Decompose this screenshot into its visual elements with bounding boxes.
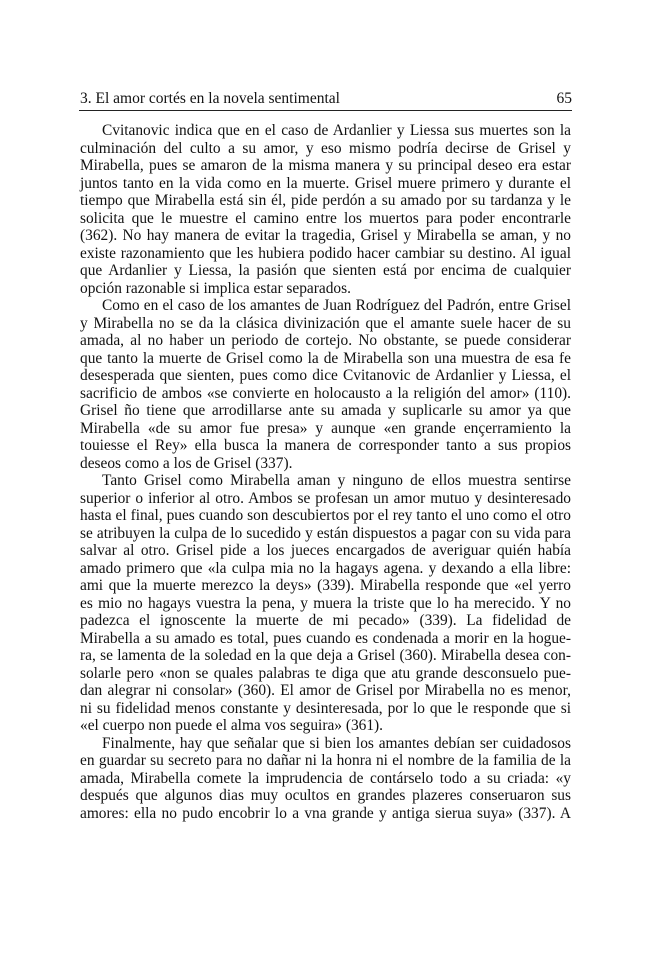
text-line: existe razonamiento que les hubiera podido hacer cambiar su destino. Al igual bbox=[80, 244, 571, 262]
text-line: Mirabella «de su amor fue presa» y aunque «en grande ençerramiento la bbox=[80, 419, 571, 437]
text-line: Grisel ño tiene que arrodillarse ante su amada y suplicarle su amor ya que bbox=[80, 402, 571, 419]
text-line: opción razonable si implica estar separados. bbox=[80, 279, 351, 297]
text-line: solarle pero «non se quales palabras te diga que atu grande desconsuelo pue- bbox=[80, 664, 571, 682]
text-line: (362). No hay manera de evitar la tragedia, Grisel y Mirabella se aman, y no bbox=[80, 227, 571, 244]
text-line: Cvitanovic indica que en el caso de Ardanlier y Liessa sus muertes son la bbox=[102, 122, 571, 139]
header-rule bbox=[79, 110, 572, 111]
text-line: salvar al otro. Grisel pide a los jueces encargados de averiguar quién había bbox=[80, 542, 571, 559]
text-line: después que algunos dias muy ocultos en grandes plazeres conseruaron sus bbox=[80, 787, 571, 804]
text-line: superior o inferior al otro. Ambos se profesan un amor mutuo y desinteresado bbox=[80, 489, 571, 507]
text-line: que tanto la muerte de Grisel como la de Mirabella son una muestra de esa fe bbox=[80, 349, 571, 367]
text-line: padezca el ignoscente la muerte de mi pecado» (339). La fidelidad de bbox=[80, 612, 571, 629]
text-line: en guardar su secreto para no dañar ni la honra ni el nombre de la familia de la bbox=[80, 752, 571, 769]
text-line: ni su fidelidad menos constante y desinteresada, por lo que le responde que si bbox=[80, 699, 571, 717]
text-line: es mio no hagays vuestra la pena, y muera la triste que lo ha merecido. Y no bbox=[80, 594, 571, 612]
text-line: Como en el caso de los amantes de Juan Rodríguez del Padrón, entre Grisel bbox=[102, 297, 571, 314]
text-line: hasta el final, pues cuando son descubiertos por el rey tanto el uno como el otro bbox=[80, 507, 571, 524]
text-line: amores: ella no pudo encobrir lo a vna grande y antiga sierua suya» (337). A bbox=[80, 804, 571, 822]
text-line: «el cuerpo non puede el alma vos seguira» (361). bbox=[80, 717, 384, 734]
text-line: deseos como a los de Grisel (337). bbox=[80, 454, 293, 472]
text-line: ami que la muerte merezco la deys» (339). Mirabella responde que «el yerro bbox=[80, 577, 571, 594]
text-line: Mirabella, pues se amaron de la misma manera y su principal deseo era estar bbox=[80, 157, 571, 174]
text-line: desesperada que sienten, pues como dice Cvitanovic de Ardanlier y Liessa, el bbox=[80, 367, 571, 384]
paragraph bbox=[80, 735, 571, 823]
chapter-title: 3. El amor cortés en la novela sentimental bbox=[80, 90, 340, 107]
page-number: 65 bbox=[556, 90, 572, 107]
text-line: amada, al no haber un periodo de cortejo. No obstante, se puede considerar bbox=[80, 332, 571, 349]
text-line: amado primero que «la culpa mia no la hagays agena. y dexando a ella libre: bbox=[80, 559, 571, 577]
text-line: sacrificio de ambos «se convierte en holocausto a la religión del amor» (110). bbox=[80, 384, 571, 402]
running-header bbox=[80, 90, 572, 108]
text-line: touiesse el Rey» ella busca la manera de corresponder tanto a sus propios bbox=[80, 437, 571, 454]
text-line: Finalmente, hay que señalar que si bien los amantes debían ser cuidadosos bbox=[102, 734, 571, 752]
text-line: solicita que le muestre el camino entre los muertos para poder encontrarle bbox=[80, 209, 571, 227]
text-line: que Ardanlier y Liessa, la pasión que sienten está por encima de cualquier bbox=[80, 262, 571, 279]
text-line: Tanto Grisel como Mirabella aman y ninguno de ellos muestra sentirse bbox=[102, 472, 571, 489]
text-line: se atribuyen la culpa de lo sucedido y están dispuestos a pagar con su vida para bbox=[80, 524, 571, 542]
text-line: juntos tanto en la vida como en la muerte. Grisel muere primero y durante el bbox=[80, 174, 571, 192]
paragraph bbox=[80, 122, 571, 297]
paragraph bbox=[80, 472, 571, 735]
paragraph bbox=[80, 297, 571, 472]
text-line: Mirabella a su amado es total, pues cuando es condenada a morir en la hogue- bbox=[80, 629, 571, 647]
text-line: tiempo que Mirabella está sin él, pide perdón a su amado por su tardanza y le bbox=[80, 192, 571, 209]
body-text bbox=[80, 122, 571, 822]
text-line: ra, se lamenta de la soledad en la que deja a Grisel (360). Mirabella desea con- bbox=[80, 647, 571, 664]
text-line: y Mirabella no se da la clásica divinización que el amante suele hacer de su bbox=[80, 314, 571, 332]
text-line: culminación del culto a su amor, y eso mismo podría decirse de Grisel y bbox=[80, 139, 571, 157]
text-line: amada, Mirabella comete la imprudencia de contárselo todo a su criada: «y bbox=[80, 769, 571, 787]
text-line: dan alegrar ni consolar» (360). El amor de Grisel por Mirabella no es menor, bbox=[80, 682, 571, 699]
